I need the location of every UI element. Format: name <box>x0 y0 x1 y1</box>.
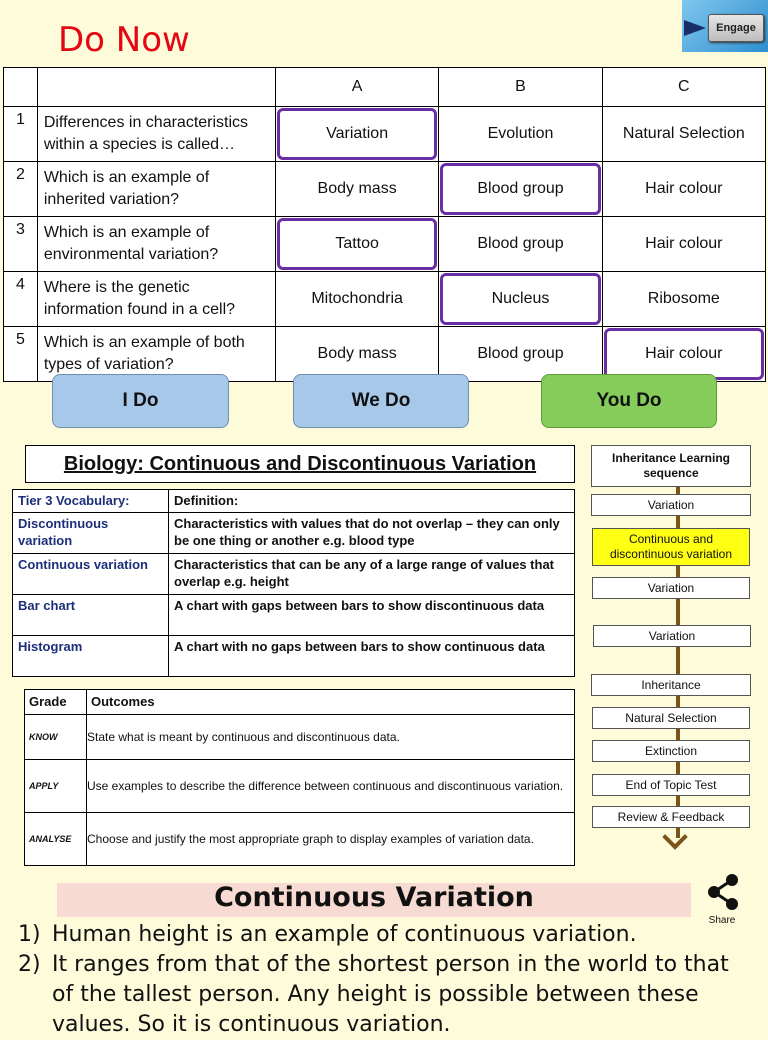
you-do-button[interactable]: You Do <box>541 374 717 428</box>
answer-option[interactable] <box>439 217 602 272</box>
vocab-header-row <box>13 490 575 513</box>
answer-option[interactable] <box>602 162 765 217</box>
answer-option-label: Hair colour <box>645 345 723 362</box>
vocab-term: Discontinuous variation <box>13 513 169 554</box>
answer-option[interactable] <box>275 272 438 327</box>
vocab-row <box>13 513 575 554</box>
answer-option-label: Nucleus <box>491 290 550 307</box>
vocab-header-term: Tier 3 Vocabulary: <box>13 490 169 513</box>
vocabulary-table <box>12 489 575 677</box>
we-do-button[interactable]: We Do <box>293 374 469 428</box>
question-text: Where is the genetic information found in a cell? <box>37 272 275 327</box>
answer-option-label: Natural Selection <box>622 125 745 142</box>
vocab-row <box>13 554 575 595</box>
arrow-icon <box>684 20 706 36</box>
vocab-term: Histogram <box>13 636 169 677</box>
list-text: Human height is an example of continuous variation. <box>52 922 637 947</box>
question-text: Differences in characteristics within a species is called… <box>37 107 275 162</box>
outcomes-header-grade: Grade <box>25 690 87 715</box>
sequence-item[interactable]: Natural Selection <box>592 707 750 729</box>
answer-option-label: Body mass <box>317 345 397 362</box>
answer-option-label: Tattoo <box>335 235 379 252</box>
vocab-definition: A chart with no gaps between bars to show continuous data <box>169 636 575 677</box>
quiz-row <box>4 217 766 272</box>
continuous-variation-heading: Continuous Variation <box>214 882 534 913</box>
sequence-item[interactable]: Extinction <box>592 740 750 762</box>
answer-option[interactable] <box>275 107 438 162</box>
answer-option-label: Evolution <box>487 125 554 142</box>
answer-option-label: Hair colour <box>645 235 723 252</box>
answer-option-label: Hair colour <box>645 180 723 197</box>
outcome-row <box>25 715 575 760</box>
vocab-term: Continuous variation <box>13 554 169 595</box>
sequence-item[interactable]: Variation <box>593 625 751 647</box>
quiz-header-row <box>4 68 766 107</box>
outcomes-header-outcomes: Outcomes <box>87 690 575 715</box>
answer-option-label: Variation <box>326 125 389 142</box>
outcome-row <box>25 813 575 866</box>
continuous-variation-list <box>18 920 748 1040</box>
quiz-column-a: A <box>275 68 438 107</box>
answer-option-label: Mitochondria <box>311 290 403 307</box>
answer-option[interactable] <box>439 162 602 217</box>
outcome-row <box>25 760 575 813</box>
answer-option[interactable] <box>602 272 765 327</box>
question-text: Which is an example of inherited variation? <box>37 162 275 217</box>
outcomes-header-row <box>25 690 575 715</box>
answer-option[interactable] <box>275 162 438 217</box>
answer-option-label: Blood group <box>477 345 564 362</box>
engage-badge <box>682 0 768 52</box>
answer-option-label: Ribosome <box>647 290 720 307</box>
outcome-grade: APPLY <box>25 760 87 813</box>
vocab-definition: Characteristics that can be any of a large range of values that overlap e.g. height <box>169 554 575 595</box>
quiz-header-question <box>37 68 275 107</box>
quiz-header-blank <box>4 68 38 107</box>
i-do-button[interactable]: I Do <box>52 374 229 428</box>
quiz-row <box>4 107 766 162</box>
quiz-column-c: C <box>602 68 765 107</box>
question-number: 5 <box>4 327 38 382</box>
question-text: Which is an example of both types of variation? <box>37 327 275 382</box>
question-number: 4 <box>4 272 38 327</box>
list-number: 1) <box>18 922 41 947</box>
question-number: 1 <box>4 107 38 162</box>
sequence-item-current[interactable]: Continuous and discontinuous variation <box>592 528 750 566</box>
sequence-item[interactable]: End of Topic Test <box>592 774 750 796</box>
question-number: 3 <box>4 217 38 272</box>
sequence-item[interactable]: Variation <box>591 494 751 516</box>
quiz-column-b: B <box>439 68 602 107</box>
list-item <box>18 920 748 950</box>
answer-option-label: Blood group <box>477 235 564 252</box>
vocab-term: Bar chart <box>13 595 169 636</box>
vocab-header-definition: Definition: <box>169 490 575 513</box>
answer-option[interactable] <box>439 107 602 162</box>
list-number: 2) <box>18 952 41 977</box>
list-item <box>18 950 748 1040</box>
engage-label: Engage <box>708 14 764 42</box>
outcome-text: Choose and justify the most appropriate graph to display examples of variation data. <box>87 813 575 866</box>
vocab-definition: Characteristics with values that do not overlap – they can only be one thing or another e.g. blood type <box>169 513 575 554</box>
vocab-row <box>13 636 575 677</box>
quiz-row <box>4 162 766 217</box>
vocab-row <box>13 595 575 636</box>
outcomes-table <box>24 689 575 866</box>
do-now-quiz-table <box>3 67 766 382</box>
sequence-item[interactable]: Variation <box>592 577 750 599</box>
outcome-grade: ANALYSE <box>25 813 87 866</box>
answer-option[interactable] <box>602 217 765 272</box>
answer-option-label: Blood group <box>477 180 564 197</box>
question-text: Which is an example of environmental variation? <box>37 217 275 272</box>
answer-option[interactable] <box>439 272 602 327</box>
arrow-down-icon <box>662 824 687 849</box>
sequence-title: Inheritance Learning sequence <box>591 445 751 487</box>
outcome-text: State what is meant by continuous and discontinuous data. <box>87 715 575 760</box>
biology-heading: Biology: Continuous and Discontinuous Variation <box>25 445 575 483</box>
list-text: It ranges from that of the shortest person in the world to that of the tallest person. Any height is possible between these values. So it is continuous variation. <box>52 952 729 1037</box>
answer-option[interactable] <box>275 217 438 272</box>
sequence-item[interactable]: Review & Feedback <box>592 806 750 828</box>
question-number: 2 <box>4 162 38 217</box>
vocab-definition: A chart with gaps between bars to show discontinuous data <box>169 595 575 636</box>
answer-option-label: Body mass <box>317 180 397 197</box>
share-label: Share <box>708 915 736 926</box>
sequence-item[interactable]: Inheritance <box>591 674 751 696</box>
outcome-grade: KNOW <box>25 715 87 760</box>
page-title: Do Now <box>58 20 190 60</box>
answer-option[interactable] <box>602 107 765 162</box>
outcome-text: Use examples to describe the difference between continuous and discontinuous variation. <box>87 760 575 813</box>
quiz-row <box>4 272 766 327</box>
